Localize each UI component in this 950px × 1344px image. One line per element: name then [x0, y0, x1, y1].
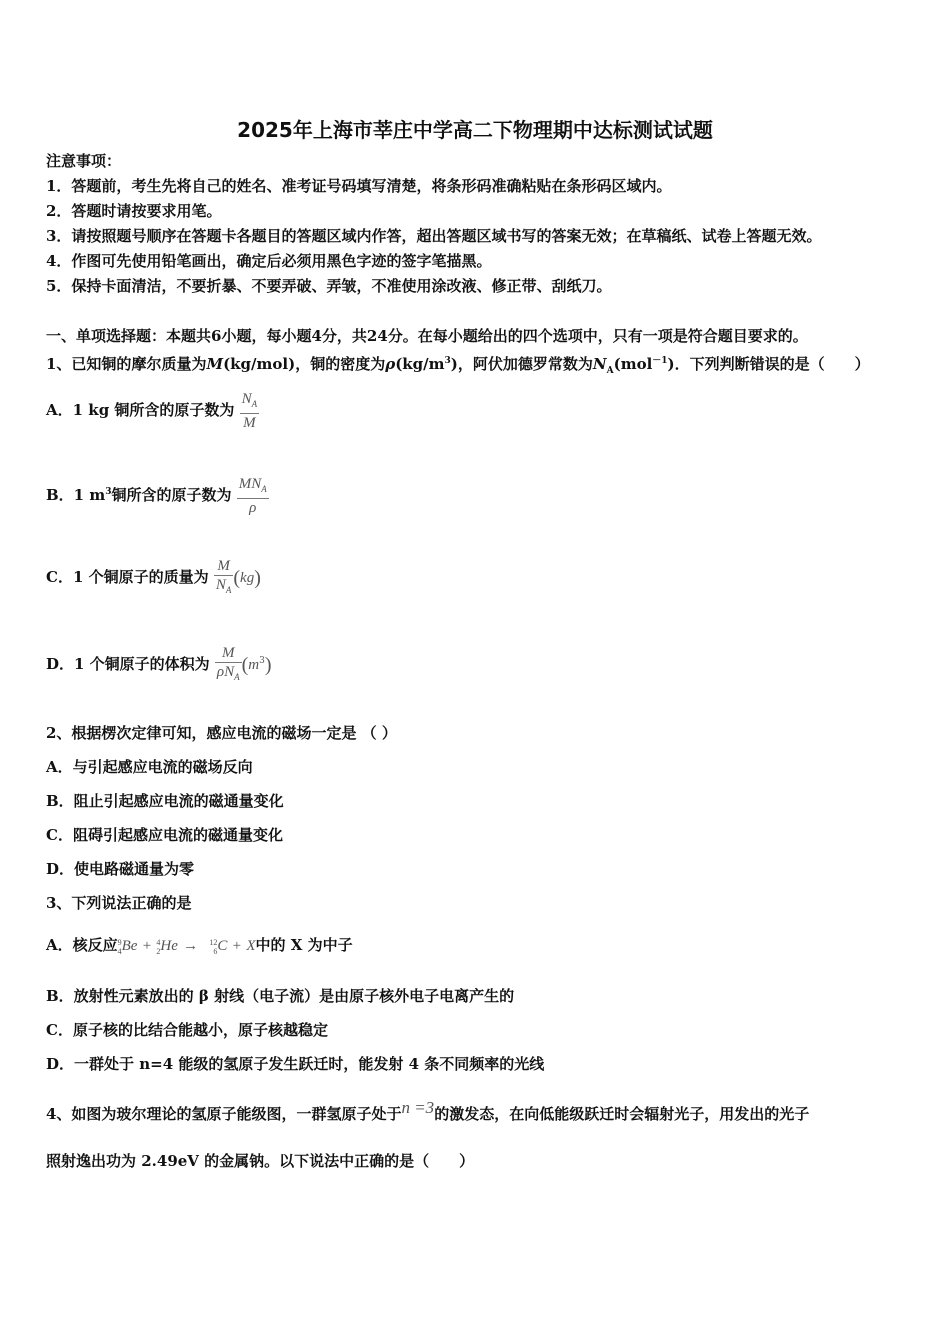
unit-superscript: 3: [259, 656, 265, 666]
frac-denominator: M: [243, 415, 256, 431]
atomic-number: 2: [156, 946, 161, 956]
frac-numerator: N: [241, 391, 252, 407]
notice-item: 5．保持卡面清洁，不要折暴、不要弄破、弄皱，不准使用涂改液、修正带、刮纸刀。: [46, 277, 612, 295]
paren-close: ): [254, 567, 261, 589]
frac-denominator: N: [215, 577, 226, 593]
element-symbol: Be: [121, 938, 138, 954]
page-title: 2025年上海市莘庄中学高二下物理期中达标测试试题: [237, 118, 713, 142]
mass-number: 9: [117, 937, 122, 947]
notice-heading: 注意事项：: [46, 152, 122, 170]
plus-sign: +: [232, 938, 242, 954]
fraction-m-over-na: [214, 557, 234, 599]
mass-number: 12: [209, 937, 218, 947]
frac-subscript: A: [261, 484, 267, 494]
q1-stem-part: )，阿伏加德罗常数为: [450, 355, 593, 373]
option-text: D．1 个铜原子的体积为: [46, 655, 210, 673]
q4-stem-part: 的激发态，在向低能级跃迁时会辐射光子，用发出的光子: [434, 1105, 810, 1123]
symbol-x: X: [246, 938, 256, 954]
paren-open: (: [241, 654, 249, 676]
nuclide-he: [156, 931, 178, 961]
q3-option-c: C．原子核的比结合能越小，原子核越稳定: [46, 1021, 328, 1039]
atomic-number: 4: [117, 946, 122, 956]
q1-option-a: [46, 390, 259, 432]
nuclide-be: [118, 931, 138, 961]
fraction-m-over-rho-na: [215, 644, 242, 686]
element-symbol: C: [217, 938, 228, 954]
option-text: B．1 m: [46, 486, 106, 504]
notice-item: 1．答题前，考生先将自己的姓名、准考证号码填写清楚，将条形码准确粘贴在条形码区域内。: [46, 177, 672, 195]
frac-subscript: A: [251, 399, 258, 409]
element-symbol: He: [160, 938, 178, 954]
notice-item: 3．请按照题号顺序在答题卡各题目的答题区域内作答，超出答题区域书写的答案无效；在草稿纸、试卷上答题无效。: [46, 227, 822, 245]
q2-option-a: A．与引起感应电流的磁场反向: [46, 758, 253, 776]
frac-numerator: M: [215, 644, 242, 663]
plus-sign: +: [142, 938, 152, 954]
q2-option-c: C．阻碍引起感应电流的磁通量变化: [46, 826, 283, 844]
paren-close: ): [264, 654, 272, 676]
q4-stem-part: 4、如图为玻尔理论的氢原子能级图，一群氢原子处于: [46, 1105, 402, 1123]
notice-item: 2．答题时请按要求用笔。: [46, 202, 222, 220]
q2-option-b: B．阻止引起感应电流的磁通量变化: [46, 792, 284, 810]
frac-subscript: A: [234, 672, 240, 682]
q1-stem-part: (mol: [613, 355, 653, 373]
question-1-stem: [46, 351, 870, 381]
option-text: 中的 X 为中子: [255, 936, 353, 954]
q3-option-d: D．一群处于 n=4 能级的氢原子发生跃迁时，能发射 4 条不同频率的光线: [46, 1055, 545, 1073]
unit-kg: kg: [240, 570, 255, 586]
q1-option-d: [46, 641, 272, 686]
arrow-icon: →: [183, 938, 199, 954]
q1-stem-part: 1、已知铜的摩尔质量为: [46, 355, 207, 373]
frac-denominator: ρN: [216, 664, 235, 680]
question-4-stem-line1: [46, 1090, 809, 1132]
option-text: A．核反应: [46, 936, 118, 954]
q1-superscript: 3: [444, 356, 451, 366]
q1-symbol-M: M: [206, 355, 224, 373]
q1-symbol-N: N: [592, 355, 607, 373]
q1-stem-part: (kg/mol)，铜的密度为: [223, 355, 386, 373]
q2-option-d: D．使电路磁通量为零: [46, 860, 195, 878]
option-text: 铜所含的原子数为: [111, 486, 232, 504]
q1-subscript: A: [606, 366, 614, 376]
q1-stem-part: )．下列判断错误的是（ ）: [667, 355, 870, 373]
option-text: A．1 kg 铜所含的原子数为: [46, 401, 235, 419]
section-heading: 一、单项选择题：本题共6小题，每小题4分，共24分。在每小题给出的四个选项中，只有一项是符合题目要求的。: [46, 327, 808, 345]
option-text: C．1 个铜原子的质量为: [46, 568, 209, 586]
fraction-na-over-m: [240, 390, 260, 432]
question-3-stem: 3、下列说法正确的是: [46, 894, 192, 912]
question-4-stem-line2: 照射逸出功为 2.49eV 的金属钠。以下说法中正确的是（ ）: [46, 1152, 475, 1170]
math-n-equals-3: n =3: [401, 1098, 435, 1117]
unit-m: m: [248, 657, 260, 673]
mass-number: 4: [156, 937, 161, 947]
fraction-mna-over-rho: [237, 475, 269, 517]
atomic-number: 6: [213, 946, 218, 956]
q1-stem-part: (kg/m: [395, 355, 445, 373]
q1-superscript: －1: [652, 356, 668, 366]
frac-numerator: MN: [238, 476, 262, 492]
q1-option-b: [46, 472, 269, 517]
nuclide-c: [209, 931, 227, 961]
frac-numerator: M: [214, 557, 234, 576]
option-superscript: 3: [105, 487, 112, 497]
frac-subscript: A: [225, 585, 232, 595]
question-2-stem: 2、根据楞次定律可知，感应电流的磁场一定是 （ ）: [46, 724, 397, 742]
q1-symbol-rho: ρ: [385, 355, 396, 373]
q3-option-b: B．放射性元素放出的 β 射线（电子流）是由原子核外电子电离产生的: [46, 987, 515, 1005]
notice-item: 4．作图可先使用铅笔画出，确定后必须用黑色字迹的签字笔描黑。: [46, 252, 492, 270]
paren-open: (: [233, 567, 241, 589]
frac-denominator: ρ: [249, 500, 257, 516]
q1-option-c: [46, 557, 261, 599]
q3-option-a: [46, 930, 353, 961]
